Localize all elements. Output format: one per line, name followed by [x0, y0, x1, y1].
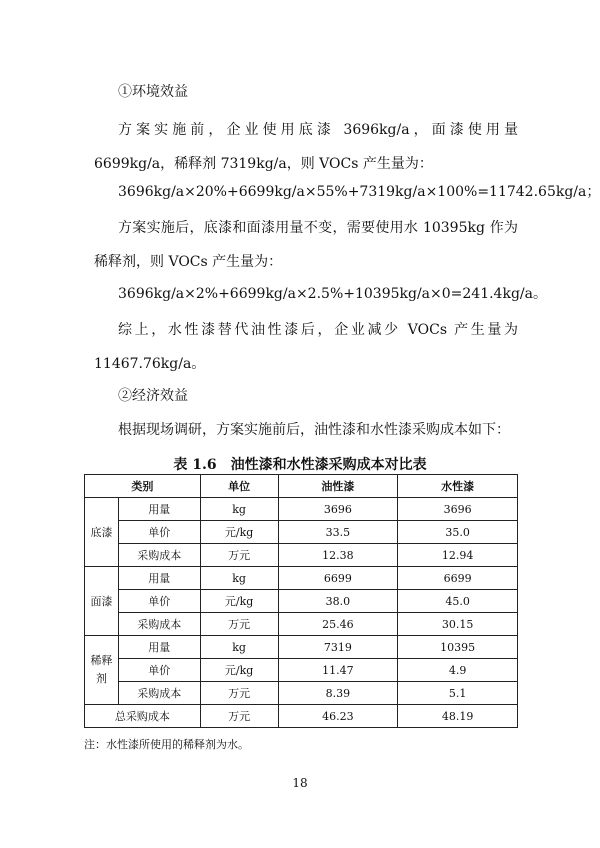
- row-item: 单价: [118, 521, 200, 544]
- row-unit: 元/kg: [200, 659, 278, 682]
- total-label: 总采购成本: [85, 705, 201, 728]
- table-caption: 表 1.6 油性漆和水性漆采购成本对比表: [173, 457, 427, 473]
- before-formula: 3696kg/a×20%+6699kg/a×55%+7319kg/a×100%=11742.65kg/a；: [118, 184, 600, 200]
- row-water: 6699: [398, 567, 518, 590]
- table-row: [85, 544, 518, 567]
- total-oil: 46.23: [278, 705, 398, 728]
- row-unit: 万元: [200, 682, 278, 705]
- row-unit: 万元: [200, 544, 278, 567]
- row-water: 45.0: [398, 590, 518, 613]
- row-oil: 38.0: [278, 590, 398, 613]
- row-item: 采购成本: [118, 613, 200, 636]
- total-water: 48.19: [398, 705, 518, 728]
- row-water: 3696: [398, 498, 518, 521]
- group-topcoat: 面漆: [85, 567, 119, 636]
- cost-comparison-table: [84, 474, 518, 728]
- table-row: [85, 521, 518, 544]
- row-oil: 12.38: [278, 544, 398, 567]
- row-item: 用量: [118, 498, 200, 521]
- table-row: [85, 567, 518, 590]
- total-unit: 万元: [200, 705, 278, 728]
- table-row: [85, 498, 518, 521]
- table-row: [85, 613, 518, 636]
- econ-benefit-heading: ②经济效益: [118, 388, 188, 404]
- header-unit: 单位: [200, 475, 278, 498]
- row-oil: 7319: [278, 636, 398, 659]
- env-benefit-heading: ①环境效益: [118, 84, 188, 100]
- after-paragraph: 方案实施后，底漆和面漆用量不变，需要使用水 10395kg 作为稀释剂，则 VOCs 产生量为：: [94, 220, 518, 270]
- row-item: 采购成本: [118, 682, 200, 705]
- row-item: 采购成本: [118, 544, 200, 567]
- row-unit: kg: [200, 636, 278, 659]
- row-water: 10395: [398, 636, 518, 659]
- table-total-row: [85, 705, 518, 728]
- row-water: 5.1: [398, 682, 518, 705]
- group-primer: 底漆: [85, 498, 119, 567]
- row-unit: kg: [200, 567, 278, 590]
- row-oil: 11.47: [278, 659, 398, 682]
- row-item: 单价: [118, 590, 200, 613]
- row-water: 12.94: [398, 544, 518, 567]
- table-row: [85, 682, 518, 705]
- group-diluent: 稀释剂: [85, 636, 119, 705]
- row-unit: 元/kg: [200, 521, 278, 544]
- row-oil: 8.39: [278, 682, 398, 705]
- row-unit: kg: [200, 498, 278, 521]
- page-number: 18: [292, 776, 308, 790]
- table-header-row: [85, 475, 518, 498]
- row-oil: 6699: [278, 567, 398, 590]
- row-item: 用量: [118, 636, 200, 659]
- header-category: 类别: [85, 475, 201, 498]
- table-note: 注：水性漆所使用的稀释剂为水。: [84, 738, 249, 751]
- row-water: 30.15: [398, 613, 518, 636]
- header-water-paint: 水性漆: [398, 475, 518, 498]
- summary-paragraph: 综上，水性漆替代油性漆后，企业减少 VOCs 产生量为 11467.76kg/a。: [94, 322, 518, 372]
- table-row: [85, 659, 518, 682]
- row-water: 35.0: [398, 521, 518, 544]
- row-oil: 3696: [278, 498, 398, 521]
- header-oil-paint: 油性漆: [278, 475, 398, 498]
- row-unit: 万元: [200, 613, 278, 636]
- row-oil: 25.46: [278, 613, 398, 636]
- row-item: 用量: [118, 567, 200, 590]
- before-paragraph: 方案实施前，企业使用底漆 3696kg/a，面漆使用量 6699kg/a，稀释剂 7319kg/a，则 VOCs 产生量为：: [94, 122, 518, 172]
- econ-paragraph: 根据现场调研，方案实施前后，油性漆和水性漆采购成本如下：: [118, 422, 510, 438]
- row-water: 4.9: [398, 659, 518, 682]
- table-row: [85, 590, 518, 613]
- after-formula: 3696kg/a×2%+6699kg/a×2.5%+10395kg/a×0=241.4kg/a。: [118, 286, 547, 302]
- table-row: [85, 636, 518, 659]
- row-oil: 33.5: [278, 521, 398, 544]
- row-item: 单价: [118, 659, 200, 682]
- row-unit: 元/kg: [200, 590, 278, 613]
